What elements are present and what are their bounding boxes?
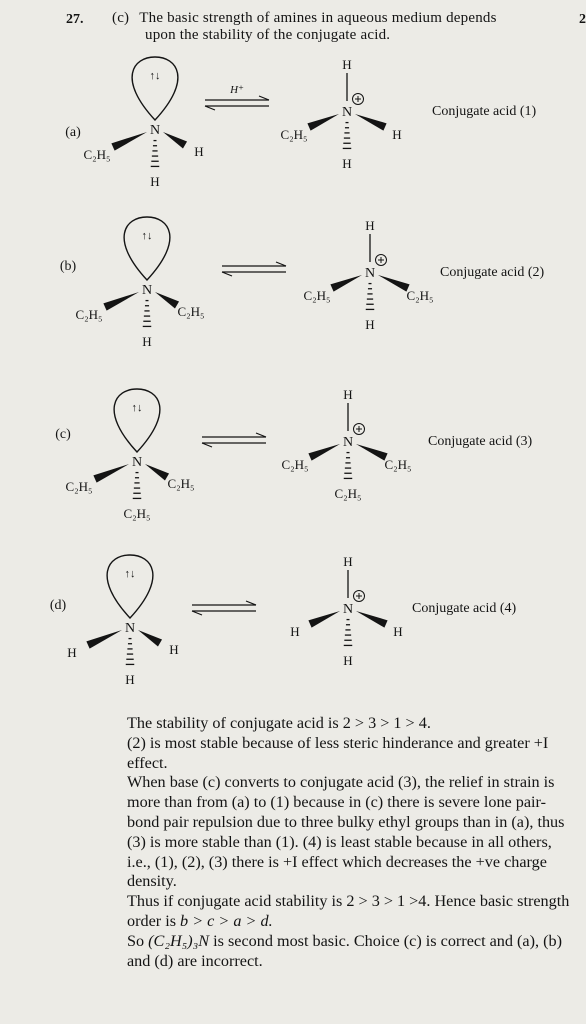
acid-left-wedge [308,444,340,461]
lone-pair-electrons-icon: ↑↓ [131,402,143,414]
explanation-p5-start: So [127,931,149,950]
reaction-label: (b) [59,259,77,274]
lone-pair-orbital [132,57,178,120]
base-left-wedge [93,464,129,483]
acid-top-group: H [343,554,353,569]
base-bottom-group: H [150,174,160,189]
acid-right-wedge [356,444,388,461]
conjugate-acid-label: Conjugate acid (4) [412,601,517,616]
reaction-label: (d) [49,598,67,613]
explanation-text [127,714,572,971]
base-left-group: C₂H₅ [83,147,111,162]
base-bottom-group: H [142,334,152,349]
acid-left-group: C₂H₅ [280,127,308,142]
option-tag: (c) [112,10,130,26]
lone-pair-electrons-icon: ↑↓ [124,568,136,580]
base-nitrogen: N [141,283,153,298]
base-left-group: C₂H₅ [65,479,93,494]
base-nitrogen: N [149,123,161,138]
base-left-wedge [86,630,122,649]
basic-strength-order: b > c > a > d. [180,911,273,930]
base-right-wedge [138,630,162,646]
page-number: 2 [579,12,586,27]
acid-left-group: C₂H₅ [303,288,331,303]
acid-left-wedge [308,611,340,628]
base-left-wedge [111,132,147,151]
base-right-group: C₂H₅ [167,476,195,491]
acid-nitrogen: N [364,266,376,281]
base-right-wedge [163,132,187,148]
acid-nitrogen: N [341,105,353,120]
acid-right-wedge [356,611,388,628]
explanation-p5-end: is second most basic. Choice (c) is correct and (a), (b) and (d) are incorrect. [127,931,562,970]
base-right-group: C₂H₅ [177,304,205,319]
reaction-label: (a) [65,125,81,140]
acid-left-wedge [330,275,362,292]
acid-top-group: H [342,57,352,72]
acid-bottom-group: C₂H₅ [334,486,362,501]
base-right-group: H [169,642,179,657]
acid-right-group: C₂H₅ [384,457,412,472]
question-text-line-2: upon the stability of the conjugate acid. [145,27,391,43]
conjugate-acid-label: Conjugate acid (2) [440,265,545,280]
acid-left-group: H [290,624,300,639]
base-nitrogen: N [124,621,136,636]
base-left-group: H [67,645,77,660]
question-text-line-1-body: The basic strength of amines in aqueous medium depends [139,10,497,26]
lone-pair-orbital [107,555,153,618]
acid-right-wedge [355,114,387,131]
acid-left-group: C₂H₅ [281,457,309,472]
explanation-p1: The stability of conjugate acid is 2 > 3 > 1 > 4. [127,714,431,732]
base-nitrogen: N [131,455,143,470]
acid-bottom-group: H [342,156,352,171]
explanation-p3: When base (c) converts to conjugate acid (3), the relief in strain is more than from (a) to (1) because in (c) there is severe lone pair-bond pair repulsion due to three bulky ethyl groups than in (a), thus (3) is more stable than (1). (4) is least stable because in all others, i.e., (1), (2), (3) there is +I effect which decreases the +ve charge density. [127,773,565,891]
base-right-wedge [155,292,179,308]
lone-pair-orbital [124,217,170,280]
base-bottom-group: H [125,672,135,687]
base-right-wedge [145,464,169,480]
acid-nitrogen: N [342,435,354,450]
explanation-p4 [127,892,572,932]
question-number: 27. [66,12,84,27]
base-left-group: C₂H₅ [75,307,103,322]
acid-right-group: C₂H₅ [406,288,434,303]
acid-top-group: H [343,387,353,402]
lone-pair-orbital [114,389,160,452]
conjugate-acid-label: Conjugate acid (3) [428,434,533,449]
acid-top-group: H [365,218,375,233]
explanation-p2: (2) is most stable because of less steric hinderance and greater +I effect. [127,733,549,772]
acid-right-wedge [378,275,410,292]
base-left-wedge [103,292,139,311]
acid-nitrogen: N [342,602,354,617]
acid-right-group: H [392,127,402,142]
lone-pair-electrons-icon: ↑↓ [149,70,161,82]
acid-left-wedge [307,114,339,131]
arrow-label-proton: H⁺ [230,84,244,96]
explanation-p4-text: Thus if conjugate acid stability is 2 > 3 > 1 >4. Hence basic strength order is [127,892,570,930]
acid-bottom-group: H [343,653,353,668]
base-right-group: H [194,144,204,159]
explanation-p5 [127,932,572,972]
lone-pair-electrons-icon: ↑↓ [141,230,153,242]
triethylamine-formula: (C₂H₅)₃N [148,931,210,950]
conjugate-acid-label: Conjugate acid (1) [432,104,537,119]
base-bottom-group: C₂H₅ [123,506,151,521]
acid-bottom-group: H [365,317,375,332]
reaction-label: (c) [55,427,71,442]
acid-right-group: H [393,624,403,639]
